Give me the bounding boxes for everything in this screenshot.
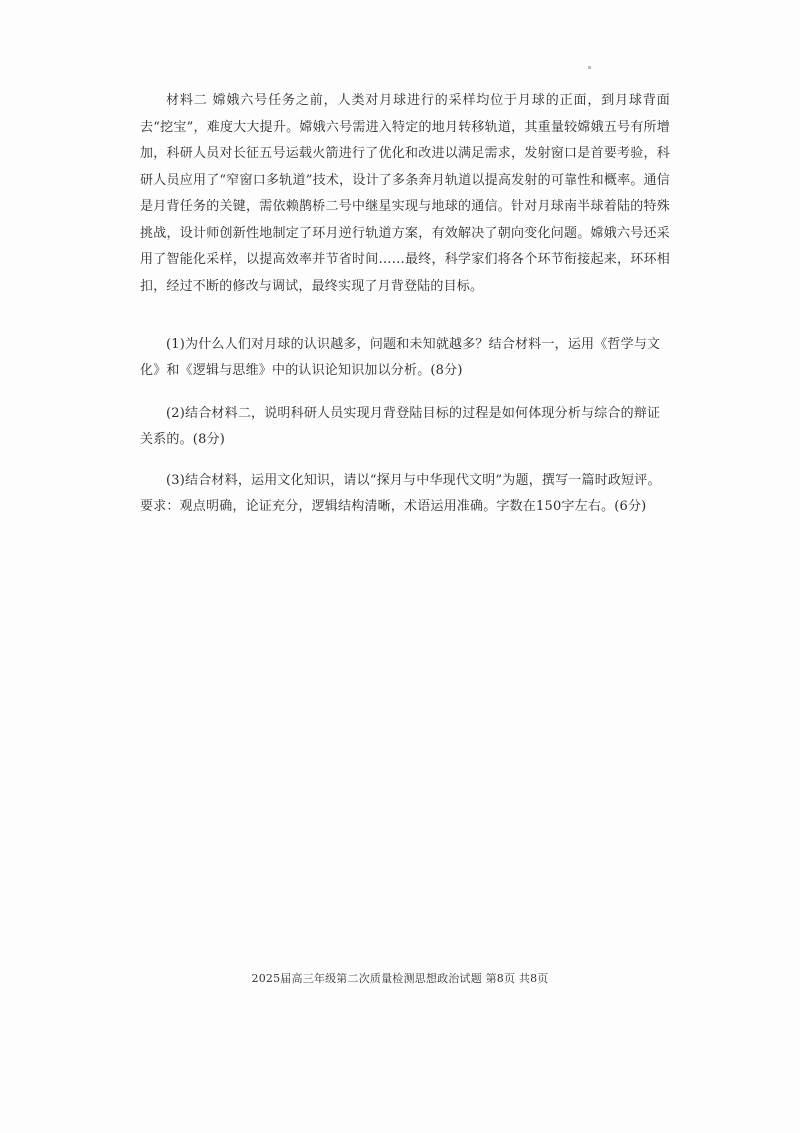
question-3 xyxy=(140,468,670,520)
question-2-text: (2)结合材料二，说明科研人员实现月背登陆目标的过程是如何体现分析与综合的辩证关系的。(8分) xyxy=(140,406,661,447)
question-1 xyxy=(140,332,670,384)
page-footer: 2025届高三年级第二次质量检测思想政治试题 第8页 共8页 xyxy=(251,972,549,985)
material-two-passage xyxy=(140,88,670,300)
scan-speck xyxy=(588,66,591,69)
question-2 xyxy=(140,401,670,453)
question-3-text: (3)结合材料，运用文化知识，请以“探月与中华现代文明”为题，撰写一篇时政短评。要求：观点明确，论证充分，逻辑结构清晰，术语运用准确。字数在150字左右。(6分) xyxy=(140,473,661,514)
material-two-text: 材料二 嫦娥六号任务之前，人类对月球进行的采样均位于月球的正面，到月球背面去“挖宝”，难度大大提升。嫦娥六号需进入特定的地月转移轨道，其重量较嫦娥五号有所增加，科研人员对长征五号运载火箭进行了优化和改进以满足需求，发射窗口是首要考验，科研人员应用了“窄窗口多轨道”技术，设计了多条奔月轨道以提高发射的可靠性和概率。通信是月背任务的关键，需依赖鹊桥二号中继星实现与地球的通信。针对月球南半球着陆的特殊挑战，设计师创新性地制定了环月逆行轨道方案，有效解决了朝向变化问题。嫦娥六号还采用了智能化采样，以提高效率并节省时间……最终，科学家们将各个环节衔接起来，环环相扣，经过不断的修改与调试，最终实现了月背登陆的目标。 xyxy=(140,93,670,294)
question-1-text: (1)为什么人们对月球的认识越多，问题和未知就越多？结合材料一，运用《哲学与文化》和《逻辑与思维》中的认识论知识加以分析。(8分) xyxy=(140,337,661,378)
